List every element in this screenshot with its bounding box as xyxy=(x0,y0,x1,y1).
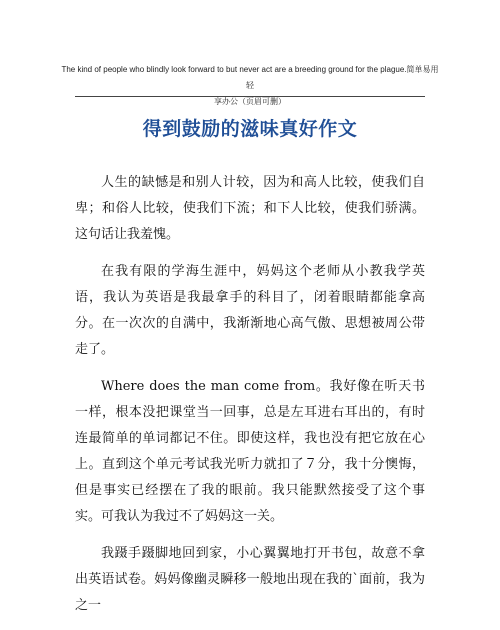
paragraph: Where does the man come from。我好像在听天书一样，根本没把课堂当一回事，总是左耳进右耳出的，有时连最简单的单词都记不住。即使这样，我也没有把它放在心上。直到这个单元考试我光听力就扣了７分，我十分懊悔，但是事实已经摆在了我的眼前。我只能默然接受了这个事实。可我认为我过不了妈妈这一关。 xyxy=(75,379,425,524)
document-title: 得到鼓励的滋味真好作文 xyxy=(142,118,358,140)
paragraph: 在我有限的学海生涯中，妈妈这个老师从小教我学英语，我认为英语是我最拿手的科目了，闭着眼睛都能拿高分。在一次次的自满中，我渐渐地心高气傲、思想被周公带走了。 xyxy=(75,264,425,357)
document-body xyxy=(75,170,425,630)
header-chinese-text: 简单易用 轻 xyxy=(246,65,447,90)
header-line-2: 享办公（页眉可删） xyxy=(214,97,286,106)
page-header xyxy=(60,62,447,110)
header-divider xyxy=(75,96,425,97)
paragraph: 人生的缺憾是和别人计较，因为和高人比较，使我们自卑；和俗人比较，使我们下流；和下人比较，使我们骄满。这句话让我羞愧。 xyxy=(75,175,425,242)
paragraph: 我蹑手蹑脚地回到家，小心翼翼地打开书包，故意不拿出英语试卷。妈妈像幽灵瞬移一般地出现在我的`面前，我为之一 xyxy=(75,546,425,613)
header-line-1 xyxy=(60,62,447,94)
header-english-text: The kind of people who blindly look forward to but never act are a breeding ground for the plague. xyxy=(61,65,407,74)
